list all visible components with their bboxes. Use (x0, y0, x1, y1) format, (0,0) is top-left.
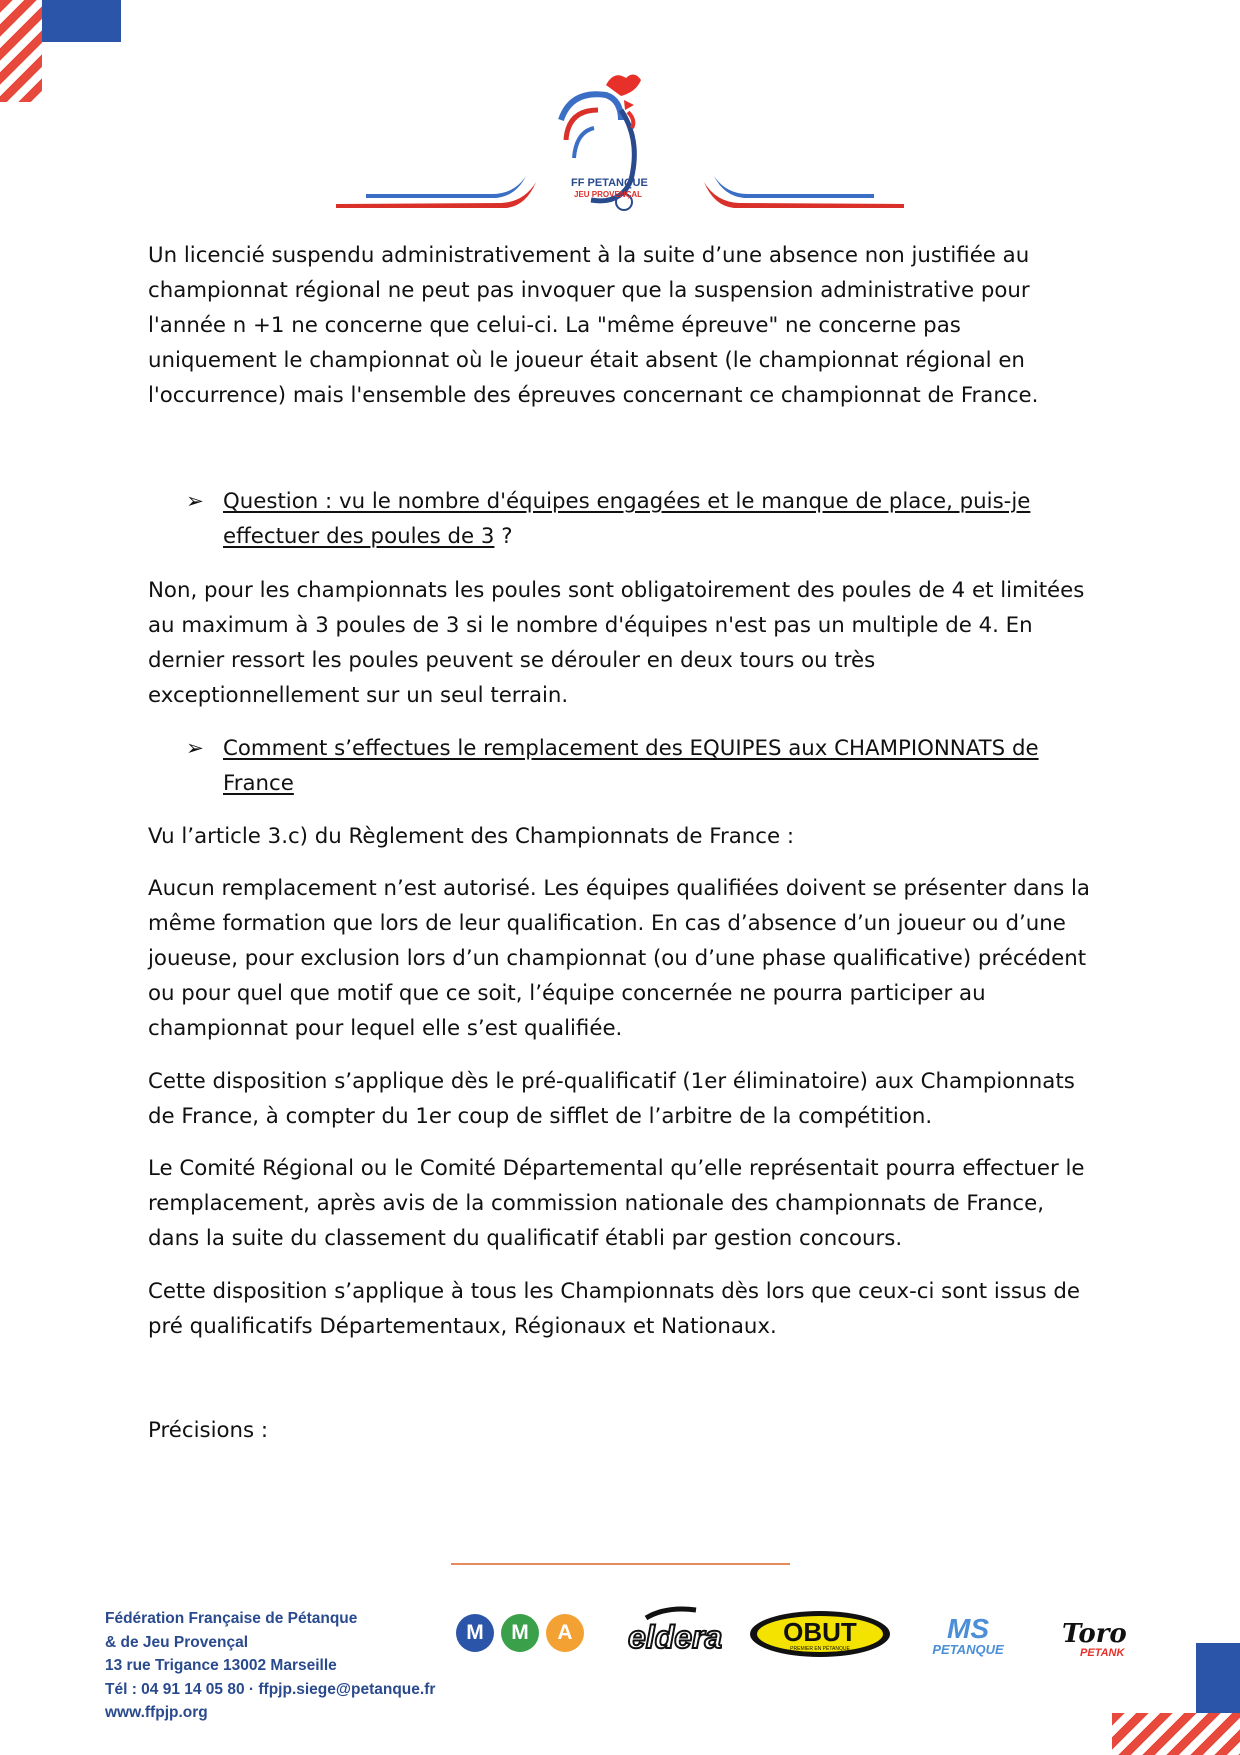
toro-logo-icon (1060, 1612, 1140, 1660)
mma-circle: A (546, 1614, 584, 1652)
paragraph-text: Cette disposition s’applique à tous les Championnats dès lors que ceux-ci sont issus de pré qualificatifs Départementaux, Régionaux et Nationaux. (148, 1279, 1080, 1339)
mma-circle: M (456, 1614, 494, 1652)
address-line: & de Jeu Provençal (105, 1633, 249, 1651)
paragraph-text: Le Comité Régional ou le Comité Départemental qu’elle représentait pourra effectuer le remplacement, après avis de la commission nationale des championnats de France, dans la suite du classement du qualificatif établi par gestion concours. (148, 1156, 1085, 1251)
toro-subtext: PETANK (1080, 1647, 1125, 1659)
paragraph-disposition-2 (148, 1274, 1093, 1344)
paragraph-precisions (148, 1413, 1093, 1448)
paragraph-text: Non, pour les championnats les poules sont obligatoirement des poules de 4 et limitées au maximum à 3 poules de 3 si le nombre d'équipes n'est pas un multiple de 4. En dernier ressort les poules peuvent se dérouler en deux tours ou très exceptionnellement sur un seul terrain. (148, 578, 1085, 708)
question-tail: ? (494, 524, 513, 549)
paragraph-poules-answer (148, 573, 1093, 713)
mma-circle: M (501, 1614, 539, 1652)
ms-petanque-logo (920, 1612, 1016, 1658)
paragraph-comite (148, 1151, 1093, 1256)
paragraph-text: Aucun remplacement n’est autorisé. Les équipes qualifiées doivent se présenter dans la même formation que lors de leur qualification. En cas d’absence d’un joueur ou d’une joueuse, pour exclusion lors d’un championnat (ou d’une phase qualificative) précédent ou pour quel que motif que ce soit, l’équipe concernée ne pourra participer au championnat pour lequel elle s’est qualifiée. (148, 876, 1090, 1041)
obut-badge-icon (749, 1610, 891, 1658)
mma-logo (456, 1614, 586, 1652)
arrow-bullet-icon: ➢ (186, 736, 204, 761)
paragraph-text: Vu l’article 3.c) du Règlement des Championnats de France : (148, 824, 795, 849)
paragraph-aucun-remplacement (148, 871, 1093, 1046)
bullet-text: Comment s’effectues le remplacement des EQUIPES aux CHAMPIONNATS de France (223, 736, 1039, 796)
toro-text: Toro (1062, 1619, 1127, 1649)
obut-text: OBUT (783, 1617, 857, 1647)
question-underlined: Question : vu le nombre d'équipes engagées et le manque de place, puis-je effectuer des poules de 3 (223, 489, 1031, 549)
paragraph-article-ref (148, 819, 1093, 854)
arrow-bullet-icon: ➢ (186, 489, 204, 514)
corner-decoration-stripes (0, 0, 42, 102)
logo-text-line1: FF PETANQUE (571, 177, 648, 189)
toro-petank-logo (1060, 1612, 1140, 1660)
ms-text: MS (947, 1613, 989, 1644)
ffpjp-logo (336, 70, 904, 215)
paragraph-suspension (148, 238, 1093, 413)
rooster-logo-icon (336, 70, 904, 215)
obut-tagline: PREMIER EN PÉTANQUE (790, 1646, 850, 1652)
eldera-logo (626, 1604, 722, 1656)
eldera-swoosh-icon (626, 1604, 722, 1656)
footer-address (105, 1607, 435, 1725)
paragraph-text: Un licencié suspendu administrativement à la suite d’une absence non justifiée au championnat régional ne peut pas invoquer que la suspension administrative pour l'année n +1 ne concerne que celui-ci. La "même épreuve" ne concerne pas uniquement le championnat où le joueur était absent (le championnat régional en l'occurrence) mais l'ensemble des épreuves concernant ce championnat de France. (148, 243, 1039, 408)
footer-divider (451, 1563, 790, 1565)
bullet-text (223, 484, 1093, 554)
address-line: Fédération Française de Pétanque (105, 1610, 358, 1627)
paragraph-text: Précisions : (148, 1418, 269, 1443)
address-line: www.ffpjp.org (105, 1704, 208, 1721)
address-line: Tél : 04 91 14 05 80 · ffpjp.siege@petanque.fr (105, 1680, 436, 1698)
paragraph-text: Cette disposition s’applique dès le pré-qualificatif (1er éliminatoire) aux Championnats de France, à compter du 1er coup de sifflet de l’arbitre de la compétition. (148, 1069, 1075, 1129)
ms-subtext: PETANQUE (932, 1642, 1004, 1657)
paragraph-disposition-1 (148, 1064, 1093, 1134)
eldera-text: eldera (628, 1619, 722, 1655)
address-line: 13 rue Trigance 13002 Marseille (105, 1657, 337, 1674)
ms-logo-icon (920, 1612, 1016, 1658)
logo-text-line2: JEU PROVENÇAL (574, 190, 643, 199)
corner-decoration-stripes-bottom (1112, 1713, 1240, 1755)
obut-logo (749, 1610, 891, 1658)
